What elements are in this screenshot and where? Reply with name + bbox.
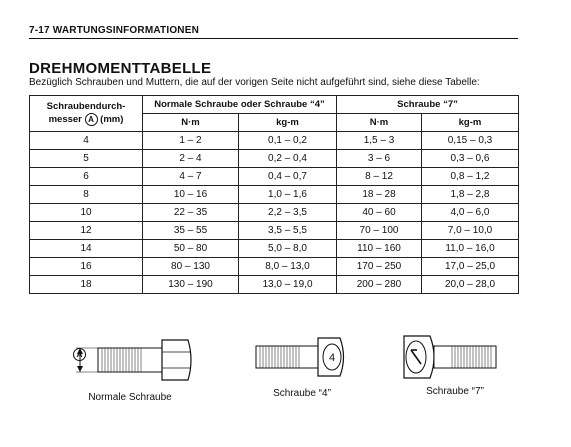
- bolt-four-head-mark: 4: [328, 352, 336, 364]
- normal-nm-cell: 50 – 80: [143, 240, 239, 258]
- seven-nm-cell: 3 – 6: [337, 150, 422, 168]
- seven-nm-cell: 1,5 – 3: [337, 132, 422, 150]
- diameter-header-line2: [30, 113, 142, 126]
- diameter-header-unit: (mm): [100, 114, 124, 126]
- seven-nm-cell: 70 – 100: [337, 222, 422, 240]
- normal-nm-cell: 80 – 130: [143, 258, 239, 276]
- diameter-cell: 4: [30, 132, 143, 150]
- diameter-a-symbol-figure: A: [73, 348, 86, 361]
- torque-table: [29, 95, 519, 294]
- table-row: [30, 258, 519, 276]
- seven-kgm-cell: 1,8 – 2,8: [422, 186, 519, 204]
- normal-kgm-cell: 1,0 – 1,6: [239, 186, 337, 204]
- seven-kgm-cell: 17,0 – 25,0: [422, 258, 519, 276]
- bolt-figures: [0, 320, 571, 440]
- unit-nm-header: N·m: [143, 114, 239, 132]
- normal-nm-cell: 4 – 7: [143, 168, 239, 186]
- seven-kgm-cell: 20,0 – 28,0: [422, 276, 519, 294]
- unit-kgm-header: kg-m: [422, 114, 519, 132]
- diameter-cell: 5: [30, 150, 143, 168]
- seven-nm-cell: 8 – 12: [337, 168, 422, 186]
- diameter-a-symbol: A: [85, 113, 98, 126]
- normal-kgm-cell: 0,2 – 0,4: [239, 150, 337, 168]
- unit-kgm-header: kg-m: [239, 114, 337, 132]
- table-row: [30, 150, 519, 168]
- diameter-cell: 18: [30, 276, 143, 294]
- bolt-four-drawing: [250, 328, 360, 388]
- unit-nm-header: N·m: [337, 114, 422, 132]
- table-row: [30, 204, 519, 222]
- seven-kgm-cell: 0,15 – 0,3: [422, 132, 519, 150]
- section-title: DREHMOMENTTABELLE: [29, 60, 212, 77]
- seven-kgm-cell: 4,0 – 6,0: [422, 204, 519, 222]
- normal-nm-cell: 130 – 190: [143, 276, 239, 294]
- normal-nm-cell: 2 – 4: [143, 150, 239, 168]
- diameter-cell: 12: [30, 222, 143, 240]
- diameter-cell: 6: [30, 168, 143, 186]
- diameter-cell: 14: [30, 240, 143, 258]
- seven-kgm-cell: 7,0 – 10,0: [422, 222, 519, 240]
- bolt-seven-drawing: [400, 320, 510, 380]
- table-row: [30, 222, 519, 240]
- normal-bolt-drawing: [70, 332, 220, 392]
- group-normal-header: Normale Schraube oder Schraube “4”: [143, 96, 337, 114]
- table-row: [30, 132, 519, 150]
- seven-nm-cell: 110 – 160: [337, 240, 422, 258]
- bolt-four-label: Schraube “4”: [273, 388, 331, 399]
- seven-nm-cell: 170 – 250: [337, 258, 422, 276]
- normal-nm-cell: 1 – 2: [143, 132, 239, 150]
- normal-nm-cell: 22 – 35: [143, 204, 239, 222]
- normal-kgm-cell: 0,4 – 0,7: [239, 168, 337, 186]
- diameter-cell: 10: [30, 204, 143, 222]
- seven-kgm-cell: 11,0 – 16,0: [422, 240, 519, 258]
- table-row: [30, 186, 519, 204]
- normal-kgm-cell: 13,0 – 19,0: [239, 276, 337, 294]
- normal-kgm-cell: 8,0 – 13,0: [239, 258, 337, 276]
- bolt-seven-label: Schraube “7”: [426, 386, 484, 397]
- seven-nm-cell: 18 – 28: [337, 186, 422, 204]
- table-row: [30, 168, 519, 186]
- diameter-header-line1: Schraubendurch-: [46, 101, 126, 113]
- normal-nm-cell: 35 – 55: [143, 222, 239, 240]
- diameter-header: [30, 96, 143, 132]
- diameter-cell: 16: [30, 258, 143, 276]
- normal-kgm-cell: 0,1 – 0,2: [239, 132, 337, 150]
- intro-text: Bezüglich Schrauben und Muttern, die auf der vorigen Seite nicht aufgeführt sind, siehe diese Tabelle:: [29, 77, 480, 88]
- seven-kgm-cell: 0,3 – 0,6: [422, 150, 519, 168]
- normal-kgm-cell: 3,5 – 5,5: [239, 222, 337, 240]
- normal-nm-cell: 10 – 16: [143, 186, 239, 204]
- normal-kgm-cell: 2,2 – 3,5: [239, 204, 337, 222]
- group-seven-header: Schraube “7”: [337, 96, 519, 114]
- diameter-cell: 8: [30, 186, 143, 204]
- diameter-header-messer: messer: [48, 114, 82, 126]
- seven-nm-cell: 200 – 280: [337, 276, 422, 294]
- table-row: [30, 276, 519, 294]
- table-row: [30, 240, 519, 258]
- seven-kgm-cell: 0,8 – 1,2: [422, 168, 519, 186]
- normal-kgm-cell: 5,0 – 8,0: [239, 240, 337, 258]
- page-header: 7-17 WARTUNGSINFORMATIONEN: [29, 25, 518, 39]
- seven-nm-cell: 40 – 60: [337, 204, 422, 222]
- normal-bolt-label: Normale Schraube: [88, 392, 172, 403]
